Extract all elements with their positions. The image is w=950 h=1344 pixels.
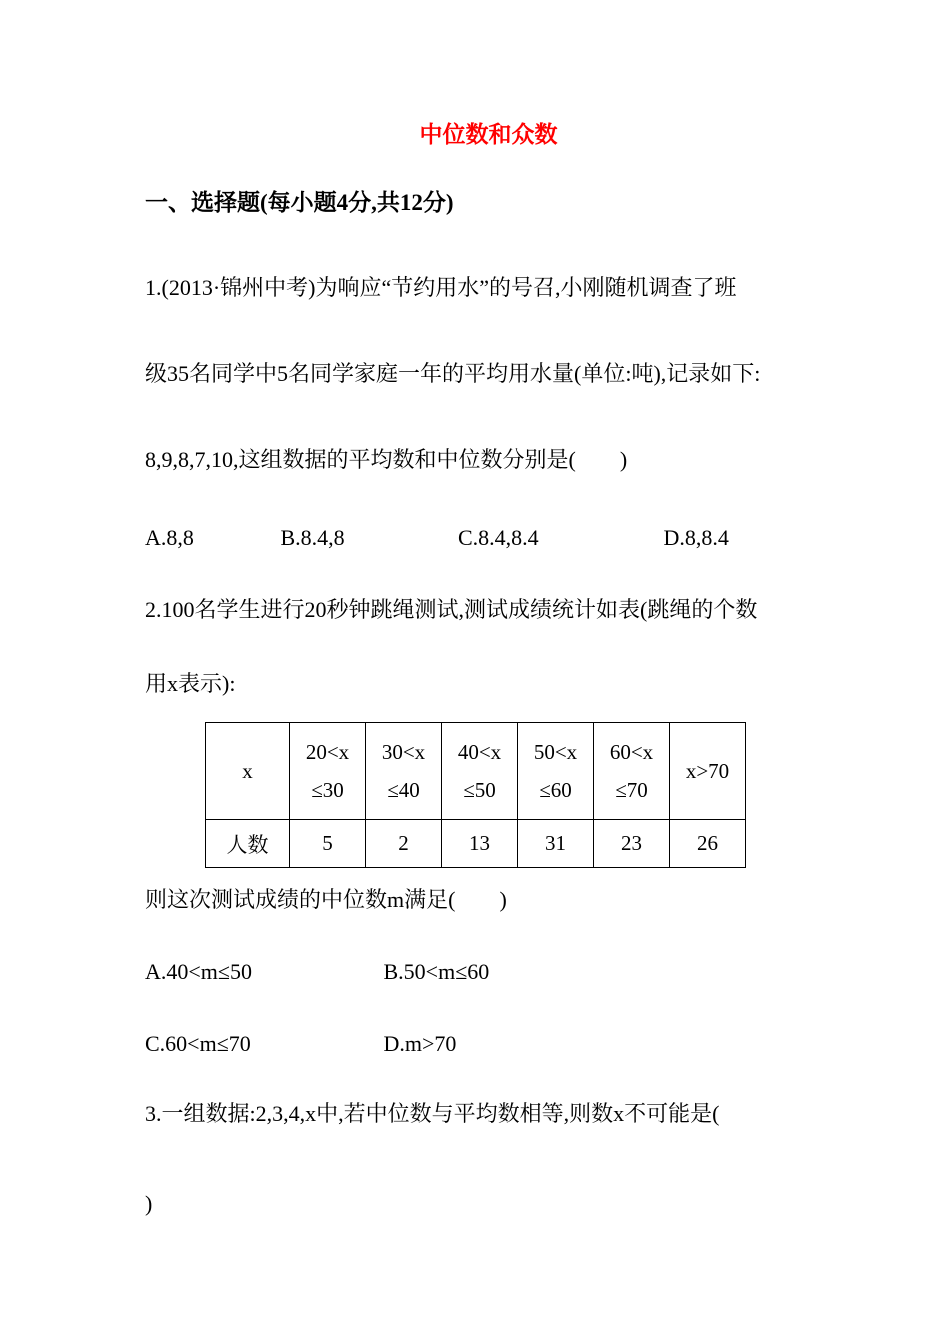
q3-text-line-1: 3.一组数据:2,3,4,x中,若中位数与平均数相等,则数x不可能是( bbox=[145, 1101, 720, 1126]
header-range-upper: 20<x bbox=[305, 740, 350, 764]
q2-options-row-ab bbox=[145, 958, 832, 986]
table-count-row bbox=[206, 820, 746, 868]
q2-option-c: C.60<m≤70 bbox=[145, 1031, 251, 1056]
table-header-cell-3 bbox=[442, 723, 518, 820]
table-header-cell-2 bbox=[366, 723, 442, 820]
table-count-cell-4: 31 bbox=[518, 820, 594, 868]
q2-text-line-2: 用x表示): bbox=[145, 671, 236, 696]
header-cell-content bbox=[594, 723, 669, 819]
table-count-cell-1: 5 bbox=[290, 820, 366, 868]
q2-option-d: D.m>70 bbox=[383, 1031, 457, 1056]
table-header-cell-4 bbox=[518, 723, 594, 820]
header-range-upper: 60<x bbox=[609, 740, 654, 764]
header-range-upper: x>70 bbox=[685, 759, 730, 783]
table-count-cell-6: 26 bbox=[670, 820, 746, 868]
q1-text-line-2: 级35名同学中5名同学家庭一年的平均用水量(单位:吨),记录如下: bbox=[145, 361, 761, 386]
header-range-upper: 30<x bbox=[381, 740, 426, 764]
header-range-lower: ≤40 bbox=[387, 778, 420, 802]
table-header-cell-6 bbox=[670, 723, 746, 820]
table-count-cell-3: 13 bbox=[442, 820, 518, 868]
q1-option-a: A.8,8 bbox=[145, 525, 194, 550]
table-count-cell-5: 23 bbox=[594, 820, 670, 868]
header-range-lower: ≤30 bbox=[311, 778, 344, 802]
header-cell-content bbox=[290, 723, 365, 819]
header-cell-content bbox=[442, 723, 517, 819]
q1-text-line-1: 1.(2013·锦州中考)为响应“节约用水”的号召,小刚随机调查了班 bbox=[145, 275, 737, 300]
q2-after-table-line: 则这次测试成绩的中位数m满足( ) bbox=[145, 887, 507, 912]
page-title: 中位数和众数 bbox=[419, 122, 558, 147]
table-header-cell-1 bbox=[290, 723, 366, 820]
header-range-lower: ≤70 bbox=[615, 778, 648, 802]
header-cell-content bbox=[518, 723, 593, 819]
header-range-lower: ≤60 bbox=[539, 778, 572, 802]
q2-option-a: A.40<m≤50 bbox=[145, 959, 252, 984]
header-range-upper: 50<x bbox=[533, 740, 578, 764]
q3-text-line-2: ) bbox=[145, 1191, 153, 1216]
header-range-upper: 40<x bbox=[457, 740, 502, 764]
table-header-cell-5 bbox=[594, 723, 670, 820]
q2-text-line-1: 2.100名学生进行20秒钟跳绳测试,测试成绩统计如表(跳绳的个数 bbox=[145, 597, 758, 622]
section-heading: 一、选择题(每小题4分,共12分) bbox=[145, 190, 454, 215]
q1-options-row bbox=[145, 524, 832, 552]
q1-text-line-3: 8,9,8,7,10,这组数据的平均数和中位数分别是( ) bbox=[145, 447, 628, 472]
q2-frequency-table bbox=[205, 722, 746, 868]
table-count-cell-2: 2 bbox=[366, 820, 442, 868]
table-header-row bbox=[206, 723, 746, 820]
header-range-lower: ≤50 bbox=[463, 778, 496, 802]
header-cell-content bbox=[670, 723, 745, 819]
q1-option-d: D.8,8.4 bbox=[663, 525, 729, 550]
table-row-label: 人数 bbox=[206, 820, 290, 868]
q2-option-b: B.50<m≤60 bbox=[383, 959, 490, 984]
q1-option-c: C.8.4,8.4 bbox=[458, 525, 539, 550]
header-cell-content bbox=[366, 723, 441, 819]
table-corner-cell: x bbox=[206, 723, 290, 820]
q2-options-row-cd bbox=[145, 1030, 832, 1058]
q1-option-b: B.8.4,8 bbox=[280, 525, 345, 550]
